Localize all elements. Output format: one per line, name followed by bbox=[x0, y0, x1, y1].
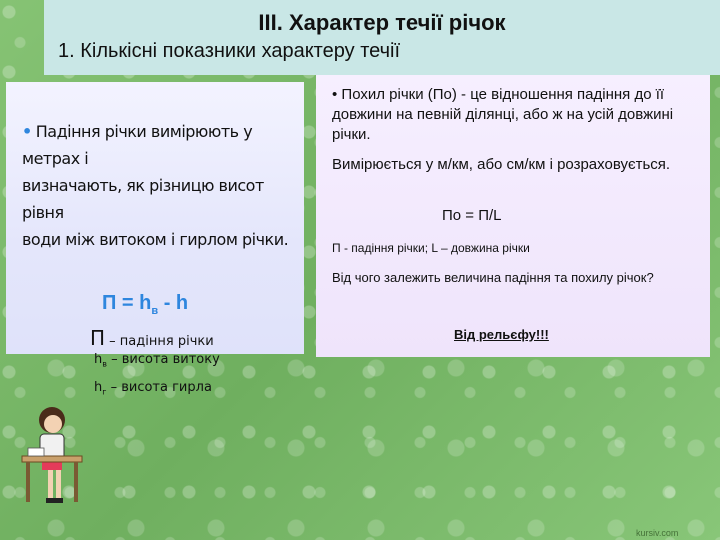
question-text: Від чого залежить величина падіння та похилу річок? bbox=[332, 270, 654, 285]
watermark: kursiv.com bbox=[636, 528, 679, 538]
slide-title: ІІІ. Характер течії річок bbox=[258, 10, 506, 35]
fall-formula-sub: в bbox=[151, 305, 159, 317]
fall-formula-rest: - h bbox=[158, 292, 189, 314]
fall-definition bbox=[22, 118, 302, 253]
def-mouth-text: – висота гирла bbox=[106, 380, 212, 395]
girl-at-desk-illustration bbox=[18, 400, 88, 510]
def-source-symbol: h bbox=[94, 352, 103, 367]
right-panel bbox=[316, 75, 710, 357]
fall-definition-line-2: визначають, як різницю висот рівня bbox=[22, 176, 264, 222]
slide-subtitle: 1. Кількісні показники характеру течії bbox=[58, 40, 401, 62]
def-source-height bbox=[94, 352, 220, 369]
title-banner bbox=[44, 0, 720, 75]
bullet-icon: • bbox=[22, 122, 32, 141]
left-panel bbox=[6, 82, 304, 397]
def-fall bbox=[90, 326, 214, 350]
answer-text: Від рельєфу!!! bbox=[454, 327, 549, 342]
def-mouth-symbol: h bbox=[94, 380, 103, 395]
fall-formula-lhs: П = h bbox=[102, 292, 152, 314]
def-mouth-height bbox=[94, 380, 212, 397]
def-source-sub: в bbox=[102, 359, 107, 369]
def-fall-symbol: П bbox=[90, 326, 106, 350]
fall-formula bbox=[102, 292, 188, 317]
fall-definition-line-3: води між витоком і гирлом річки. bbox=[22, 230, 289, 249]
def-fall-text: – падіння річки bbox=[105, 334, 214, 349]
slope-formula: По = П/L bbox=[442, 207, 502, 224]
slope-definition: • Похил річки (По) - це відношення падіння до її довжини на певній ділянці, або ж на усій довжині річки. bbox=[332, 86, 674, 143]
slope-legend: П - падіння річки; L – довжина річки bbox=[332, 241, 530, 255]
fall-definition-line-1: Падіння річки вимірюють у метрах і bbox=[22, 122, 253, 168]
def-mouth-sub: г bbox=[102, 387, 107, 397]
def-source-text: – висота витоку bbox=[106, 352, 220, 367]
slope-units: Вимірюється у м/км, або см/км і розраховується. bbox=[332, 156, 671, 173]
